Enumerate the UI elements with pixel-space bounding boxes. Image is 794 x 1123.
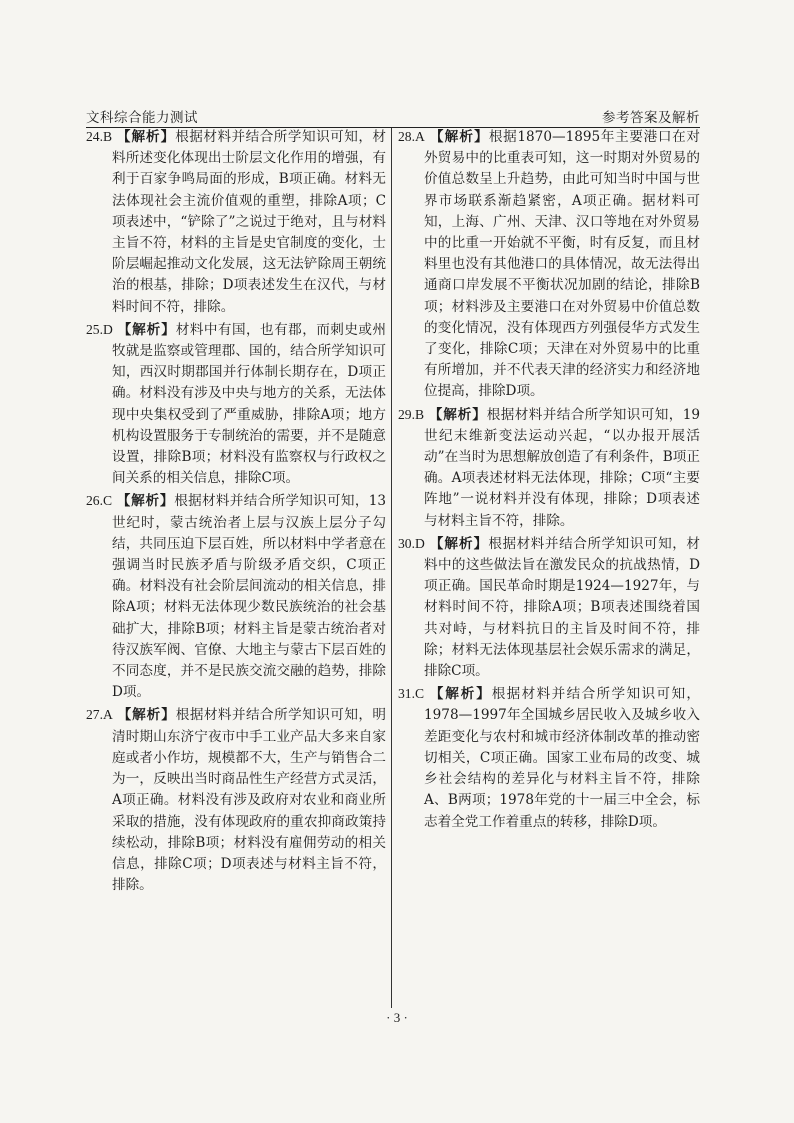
answer-text: 根据材料并结合所学知识可知，材料中的这些做法旨在激发民众的抗战热情，D项正确。国民革命时期是1924—1927年，与材料时间不符，排除A项；B项表述围绕着国共对峙，与材料抗日的主旨及时间不符，排除；材料无法体现基层社会娱乐需求的满足，排除C项。 bbox=[424, 535, 701, 680]
answer-number: 24.B bbox=[86, 129, 113, 144]
answer-number: 28.A bbox=[398, 129, 425, 144]
answer-number: 26.C bbox=[86, 493, 113, 509]
analysis-tag: 【解析】 bbox=[429, 535, 489, 552]
answer-text: 根据1870—1895年主要港口在对外贸易中的比重表可知，这一时期对外贸易的价值总数呈上升趋势，由此可知当时中国与世界市场联系渐趋紧密，A项正确。据材料可知，上海、广州、天津、汉口等地在对外贸易中的比重一开始就不平衡，时有反复，而且材料里也没有其他港口的具体情况，故无法得出通商口岸发展不平衡状况加剧的结论，排除B项；材料涉及主要港口在对外贸易中价值总数的变化情况，没有体现西方列强侵华方式发生了变化，排除C项；天津在对外贸易中的比重有所增加，并不代表天津的经济实力和经济地位提高，排除D项。 bbox=[424, 129, 700, 400]
answer-text: 根据材料并结合所学知识可知，19世纪末维新变法运动兴起，“以办报开展活动”在当时为思想解放创造了有利条件，B项正确。A项表述材料无法体现，排除；C项“主要阵地”一说材料并没有体现，排除；D项表述与材料主旨不符，排除。 bbox=[424, 406, 701, 529]
page-number: · 3 · bbox=[386, 1010, 408, 1025]
answer-text: 材料中有国，也有郡，而刺史或州牧就是监察或管理郡、国的，结合所学知识可知，西汉时期郡国并行体制长期存在，D项正确。材料没有涉及中央与地方的关系，无法体现中央集权受到了严重威胁，排除A项；地方机构设置服务于专制统治的需要，并不是随意设置，排除B项；材料没有监察权与行政权之间关系的相关信息，排除C项。 bbox=[112, 321, 387, 487]
answer-number: 25.D bbox=[86, 321, 113, 337]
answer-item-29 bbox=[398, 404, 700, 532]
analysis-tag: 【解析】 bbox=[117, 321, 176, 338]
analysis-tag: 【解析】 bbox=[429, 686, 492, 703]
answer-text: 根据材料并结合所学知识可知，13世纪时，蒙古统治者上层与汉族上层分子勾结，共同压迫下层百姓，所以材料中学者意在强调当时民族矛盾与阶级矛盾交织，C项正确。材料没有社会阶层间流动的相关信息，排除A项；材料无法体现少数民族统治的社会基础扩大，排除B项；材料主旨是蒙古统治者对待汉族军阀、官僚、大地主与蒙古下层百姓的不同态度，并不是民族交流交融的趋势，排除D项。 bbox=[112, 493, 387, 701]
answer-number: 27.A bbox=[86, 707, 113, 723]
answer-text: 根据材料并结合所学知识可知，材料所述变化体现出士阶层文化作用的增强，有利于百家争鸣局面的形成，B项正确。材料无法体现社会主流价值观的重塑，排除A项；C项表述中，“铲除了”之说过于绝对，且与材料主旨不符，材料的主旨是史官制度的变化，士阶层崛起推动文化发展，这无法铲除周王朝统治的根基，排除；D项表述发生在汉代，与材料时间不符，排除。 bbox=[112, 129, 386, 315]
analysis-tag: 【解析】 bbox=[117, 707, 176, 724]
answer-item-31 bbox=[398, 683, 700, 832]
answer-item-25 bbox=[86, 319, 386, 490]
answer-item-28 bbox=[398, 126, 700, 403]
page-header bbox=[86, 104, 700, 126]
left-column bbox=[86, 126, 386, 897]
header-section: 参考答案及解析 bbox=[602, 110, 700, 126]
answer-number: 30.D bbox=[398, 535, 425, 551]
right-column bbox=[398, 126, 700, 834]
answer-item-26 bbox=[86, 490, 386, 703]
answer-number: 29.B bbox=[398, 406, 425, 422]
analysis-tag: 【解析】 bbox=[116, 129, 176, 145]
analysis-tag: 【解析】 bbox=[116, 493, 175, 510]
analysis-tag: 【解析】 bbox=[429, 129, 489, 145]
answer-text: 根据材料并结合所学知识可知，明清时期山东济宁夜市中手工业产品大多来自家庭或者小作坊，规模都不大，生产与销售合二为一，反映出当时商品性生产经营方式灵活，A项正确。材料没有涉及政府对农业和商业所采取的措施，没有体现政府的重农抑商政策持续松动，排除B项；材料没有雇佣劳动的相关信息，排除C项；D项表述与材料主旨不符，排除。 bbox=[112, 707, 387, 894]
answer-item-30 bbox=[398, 533, 700, 682]
answer-item-24 bbox=[86, 126, 386, 318]
column-divider bbox=[391, 128, 392, 1008]
answer-number: 31.C bbox=[398, 686, 425, 702]
answer-text: 根据材料并结合所学知识可知，1978—1997年全国城乡居民收入及城乡收入差距变化与农村和城市经济体制改革的推动密切相关，C项正确。国家工业布局的改变、城乡社会结构的差异化与材料主旨不符，排除A、B两项；1978年党的十一届三中全会，标志着全党工作着重点的转移，排除D项。 bbox=[424, 686, 701, 830]
answer-item-27 bbox=[86, 704, 386, 896]
header-subject: 文科综合能力测试 bbox=[86, 110, 198, 126]
analysis-tag: 【解析】 bbox=[428, 406, 487, 423]
